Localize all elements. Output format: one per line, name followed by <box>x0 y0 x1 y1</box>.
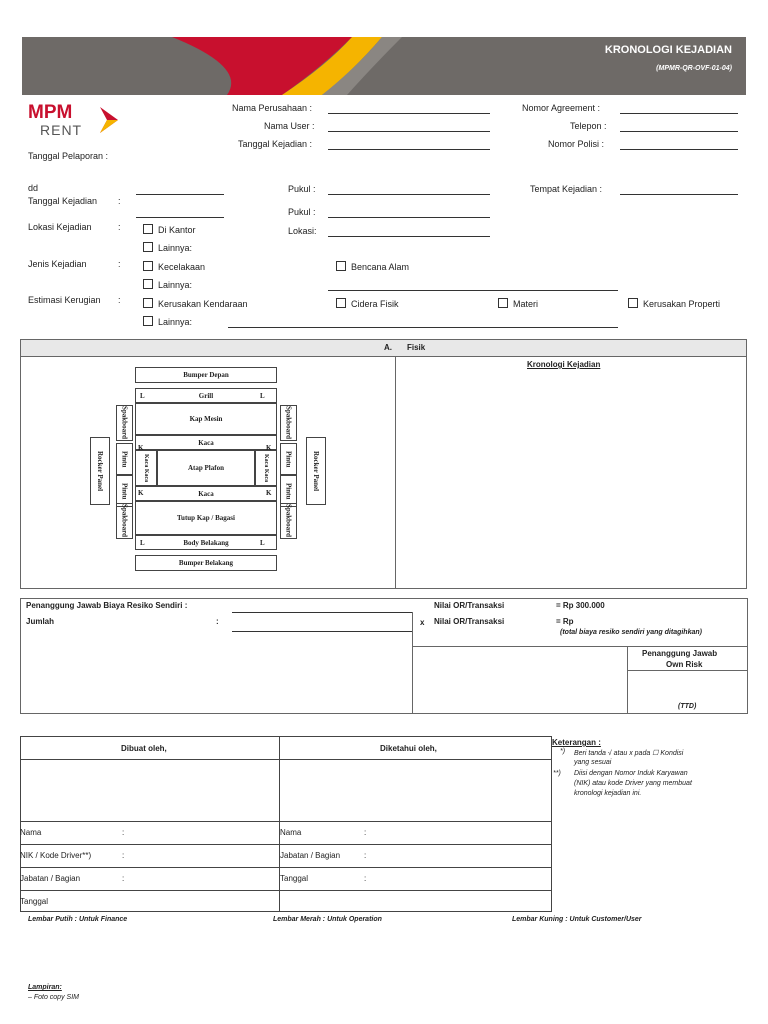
checkbox-lainnya-lokasi[interactable] <box>143 242 153 252</box>
label-tempat-kejadian: Tempat Kejadian : <box>530 184 603 194</box>
signature-table <box>20 736 552 912</box>
sig-vline <box>279 736 280 912</box>
input-telepon[interactable] <box>620 131 738 132</box>
logo-mpm-text: MPM <box>28 102 73 123</box>
footer-lembar-putih: Lembar Putih : Untuk Finance <box>28 916 128 923</box>
input-tanggal-kejadian-2[interactable] <box>136 217 224 218</box>
label-nilai-or-1: Nilai OR/Transaksi <box>434 601 505 610</box>
label-nama-left: Nama <box>20 828 42 837</box>
label-lokasi-kejadian: Lokasi Kejadian <box>28 222 92 232</box>
input-nomor-agreement[interactable] <box>620 113 738 114</box>
colon: : <box>118 222 121 232</box>
marker-l: L <box>140 392 145 400</box>
label-lainnya-estimasi: Lainnya: <box>158 317 193 327</box>
label-tanggal-kejadian: Tanggal Kejadian <box>28 196 98 206</box>
colon: : <box>118 196 121 206</box>
label-tanggal-kejadian-top: Tanggal Kejadian : <box>238 139 313 149</box>
input-lainnya-jenis[interactable] <box>328 290 618 291</box>
own-risk-title-2: Own Risk <box>666 660 703 669</box>
input-nama-user[interactable] <box>328 131 490 132</box>
cost-hline <box>412 646 748 647</box>
label-nama-user: Nama User : <box>264 121 315 131</box>
checkbox-di-kantor[interactable] <box>143 224 153 234</box>
marker-l: L <box>260 539 265 547</box>
section-a-header <box>21 340 746 357</box>
input-pukul-2[interactable] <box>328 217 490 218</box>
label-cidera-fisik: Cidera Fisik <box>351 299 399 309</box>
keterangan-line-1a: Beri tanda √ atau x pada ☐ Kondisi <box>574 750 684 757</box>
checkbox-lainnya-estimasi[interactable] <box>143 316 153 326</box>
label-dd: dd <box>28 183 39 193</box>
label-diketahui-oleh: Diketahui oleh, <box>380 744 437 753</box>
label-nik: NIK / Kode Driver**) <box>20 851 92 860</box>
sig-hline-2 <box>20 821 552 822</box>
footer-lembar-merah: Lembar Merah : Untuk Operation <box>273 916 382 923</box>
section-a-letter: A. <box>384 343 392 352</box>
label-kerusakan-properti: Kerusakan Properti <box>643 299 721 309</box>
part-kaca-belakang[interactable]: Kaca <box>135 486 277 501</box>
marker-l: L <box>140 539 145 547</box>
label-lainnya-lokasi: Lainnya: <box>158 243 193 253</box>
header-banner <box>22 37 746 95</box>
own-risk-ttd: (TTD) <box>678 703 697 710</box>
lampiran-item: – Foto copy SIM <box>28 994 79 1001</box>
keterangan-marker-2: **) <box>553 770 561 777</box>
label-lokasi: Lokasi: <box>288 226 317 236</box>
marker-k: K <box>138 444 144 452</box>
input-jumlah[interactable] <box>232 631 412 632</box>
input-tanggal-kejadian[interactable] <box>136 194 224 195</box>
input-pukul-1[interactable] <box>328 194 490 195</box>
label-kecelakaan: Kecelakaan <box>158 262 206 272</box>
mpm-rent-logo <box>28 103 128 141</box>
marker-l: L <box>260 392 265 400</box>
section-a-title: Fisik <box>407 343 426 352</box>
part-spakboard-kanan-depan[interactable]: Spakboard <box>280 405 297 441</box>
checkbox-materi[interactable] <box>498 298 508 308</box>
label-estimasi-kerugian: Estimasi Kerugian <box>28 295 101 305</box>
part-rocker-panel-kiri[interactable]: Rocker Panel <box>90 437 110 505</box>
label-jenis-kejadian: Jenis Kejadian <box>28 259 87 269</box>
label-materi: Materi <box>513 299 539 309</box>
sig-hline-3 <box>20 844 552 845</box>
colon: : <box>364 874 367 883</box>
keterangan-title: Keterangan : <box>552 738 601 747</box>
input-lainnya-estimasi[interactable] <box>228 327 618 328</box>
own-risk-hline <box>627 670 748 671</box>
label-nomor-agreement: Nomor Agreement : <box>522 103 601 113</box>
input-penanggung-jawab-biaya[interactable] <box>232 612 412 613</box>
cost-note: (total biaya resiko sendiri yang ditagihkan) <box>560 629 702 636</box>
colon: : <box>364 851 367 860</box>
label-kerusakan-kendaraan: Kerusakan Kendaraan <box>158 299 248 309</box>
label-di-kantor: Di Kantor <box>158 225 196 235</box>
own-risk-title-1: Penanggung Jawab <box>642 649 718 658</box>
part-atap-plafon[interactable]: Atap Plafon <box>157 450 255 486</box>
marker-k: K <box>138 489 144 497</box>
part-spakboard-kanan-belakang[interactable]: Spakboard <box>280 503 297 539</box>
keterangan-line-1b: yang sesuai <box>574 759 612 766</box>
input-tanggal-kejadian-top[interactable] <box>328 149 490 150</box>
part-pintu-kiri-depan[interactable]: Pintu <box>116 443 133 475</box>
lampiran-title: Lampiran: <box>28 984 62 991</box>
part-pintu-kanan-depan[interactable]: Pintu <box>280 443 297 475</box>
input-lokasi[interactable] <box>328 236 490 237</box>
part-spakboard-kiri-belakang[interactable]: Spakboard <box>116 503 133 539</box>
own-risk-box <box>627 646 628 714</box>
checkbox-lainnya-jenis[interactable] <box>143 279 153 289</box>
label-pukul-1: Pukul : <box>288 184 316 194</box>
colon: : <box>118 259 121 269</box>
logo-rent-text: RENT <box>40 122 83 138</box>
keterangan-marker-1: *) <box>560 748 566 755</box>
multiply-sign: x <box>420 618 425 627</box>
section-a-divider <box>395 356 396 588</box>
label-jabatan-left: Jabatan / Bagian <box>20 874 81 883</box>
part-bumper-belakang[interactable]: Bumper Belakang <box>135 555 277 571</box>
part-spakboard-kiri-depan[interactable]: Spakboard <box>116 405 133 441</box>
checkbox-kerusakan-kendaraan[interactable] <box>143 298 153 308</box>
label-jabatan-right: Jabatan / Bagian <box>280 851 341 860</box>
part-bumper-depan[interactable]: Bumper Depan <box>135 367 277 383</box>
checkbox-cidera-fisik[interactable] <box>336 298 346 308</box>
part-grill[interactable]: Grill <box>135 388 277 403</box>
colon: : <box>122 828 125 837</box>
label-nama-right: Nama <box>280 828 302 837</box>
cost-divider <box>412 612 413 714</box>
label-pukul-2: Pukul : <box>288 207 316 217</box>
keterangan-line-2a: Diisi dengan Nomor Induk Karyawan <box>574 770 688 777</box>
checkbox-kecelakaan[interactable] <box>143 261 153 271</box>
input-nomor-polisi[interactable] <box>620 149 738 150</box>
label-nama-perusahaan: Nama Perusahaan : <box>232 103 313 113</box>
label-lainnya-jenis: Lainnya: <box>158 280 193 290</box>
car-diagram <box>88 367 332 573</box>
part-body-belakang[interactable]: Body Belakang <box>135 535 277 550</box>
input-nama-perusahaan[interactable] <box>328 113 490 114</box>
colon: : <box>216 617 219 626</box>
label-telepon: Telepon : <box>570 121 607 131</box>
checkbox-bencana-alam[interactable] <box>336 261 346 271</box>
label-tanggal-left: Tanggal <box>20 897 49 906</box>
input-tempat-kejadian[interactable] <box>620 194 738 195</box>
keterangan-line-2b: (NIK) atau kode Driver yang membuat <box>574 780 692 787</box>
marker-k: K <box>266 444 272 452</box>
part-kap-mesin[interactable]: Kap Mesin <box>135 403 277 435</box>
form-code: (MPMR-QR-OVF-01-04) <box>656 65 732 72</box>
label-nilai-or-2: Nilai OR/Transaksi <box>434 617 505 626</box>
label-dibuat-oleh: Dibuat oleh, <box>121 744 167 753</box>
footer-lembar-kuning: Lembar Kuning : Untuk Customer/User <box>512 916 642 923</box>
label-jumlah: Jumlah <box>26 617 55 626</box>
label-tanggal-right: Tanggal <box>280 874 309 883</box>
part-kaca-kiri[interactable]: Kaca Kaca <box>135 450 157 486</box>
part-kaca-depan[interactable]: Kaca <box>135 435 277 450</box>
kronologi-title: Kronologi Kejadian <box>527 360 601 369</box>
sig-hline-1 <box>20 759 552 760</box>
keterangan-line-2c: kronologi kejadian ini. <box>574 790 642 797</box>
checkbox-kerusakan-properti[interactable] <box>628 298 638 308</box>
colon: : <box>122 874 125 883</box>
sig-hline-4 <box>20 867 552 868</box>
label-penanggung-jawab-biaya: Penanggung Jawab Biaya Resiko Sendiri : <box>26 601 188 610</box>
colon: : <box>364 828 367 837</box>
part-kaca-kanan[interactable]: Kaca Kaca <box>255 450 277 486</box>
part-pintu-kanan-belakang[interactable]: Pintu <box>280 475 297 507</box>
form-title: KRONOLOGI KEJADIAN <box>604 44 732 56</box>
label-nomor-polisi: Nomor Polisi : <box>548 139 605 149</box>
part-tutup-kap[interactable]: Tutup Kap / Bagasi <box>135 501 277 535</box>
sig-hline-5 <box>20 890 552 891</box>
label-tanggal-pelaporan: Tanggal Pelaporan : <box>28 151 109 161</box>
part-pintu-kiri-belakang[interactable]: Pintu <box>116 475 133 507</box>
value-nilai-or-1: = Rp 300.000 <box>556 601 605 610</box>
colon: : <box>118 295 121 305</box>
label-bencana-alam: Bencana Alam <box>351 262 410 272</box>
colon: : <box>122 851 125 860</box>
part-rocker-panel-kanan[interactable]: Rocker Panel <box>306 437 326 505</box>
marker-k: K <box>266 489 272 497</box>
logo-chevron-icon <box>98 105 124 135</box>
cost-section <box>20 598 748 714</box>
value-nilai-or-2: = Rp <box>556 617 574 626</box>
